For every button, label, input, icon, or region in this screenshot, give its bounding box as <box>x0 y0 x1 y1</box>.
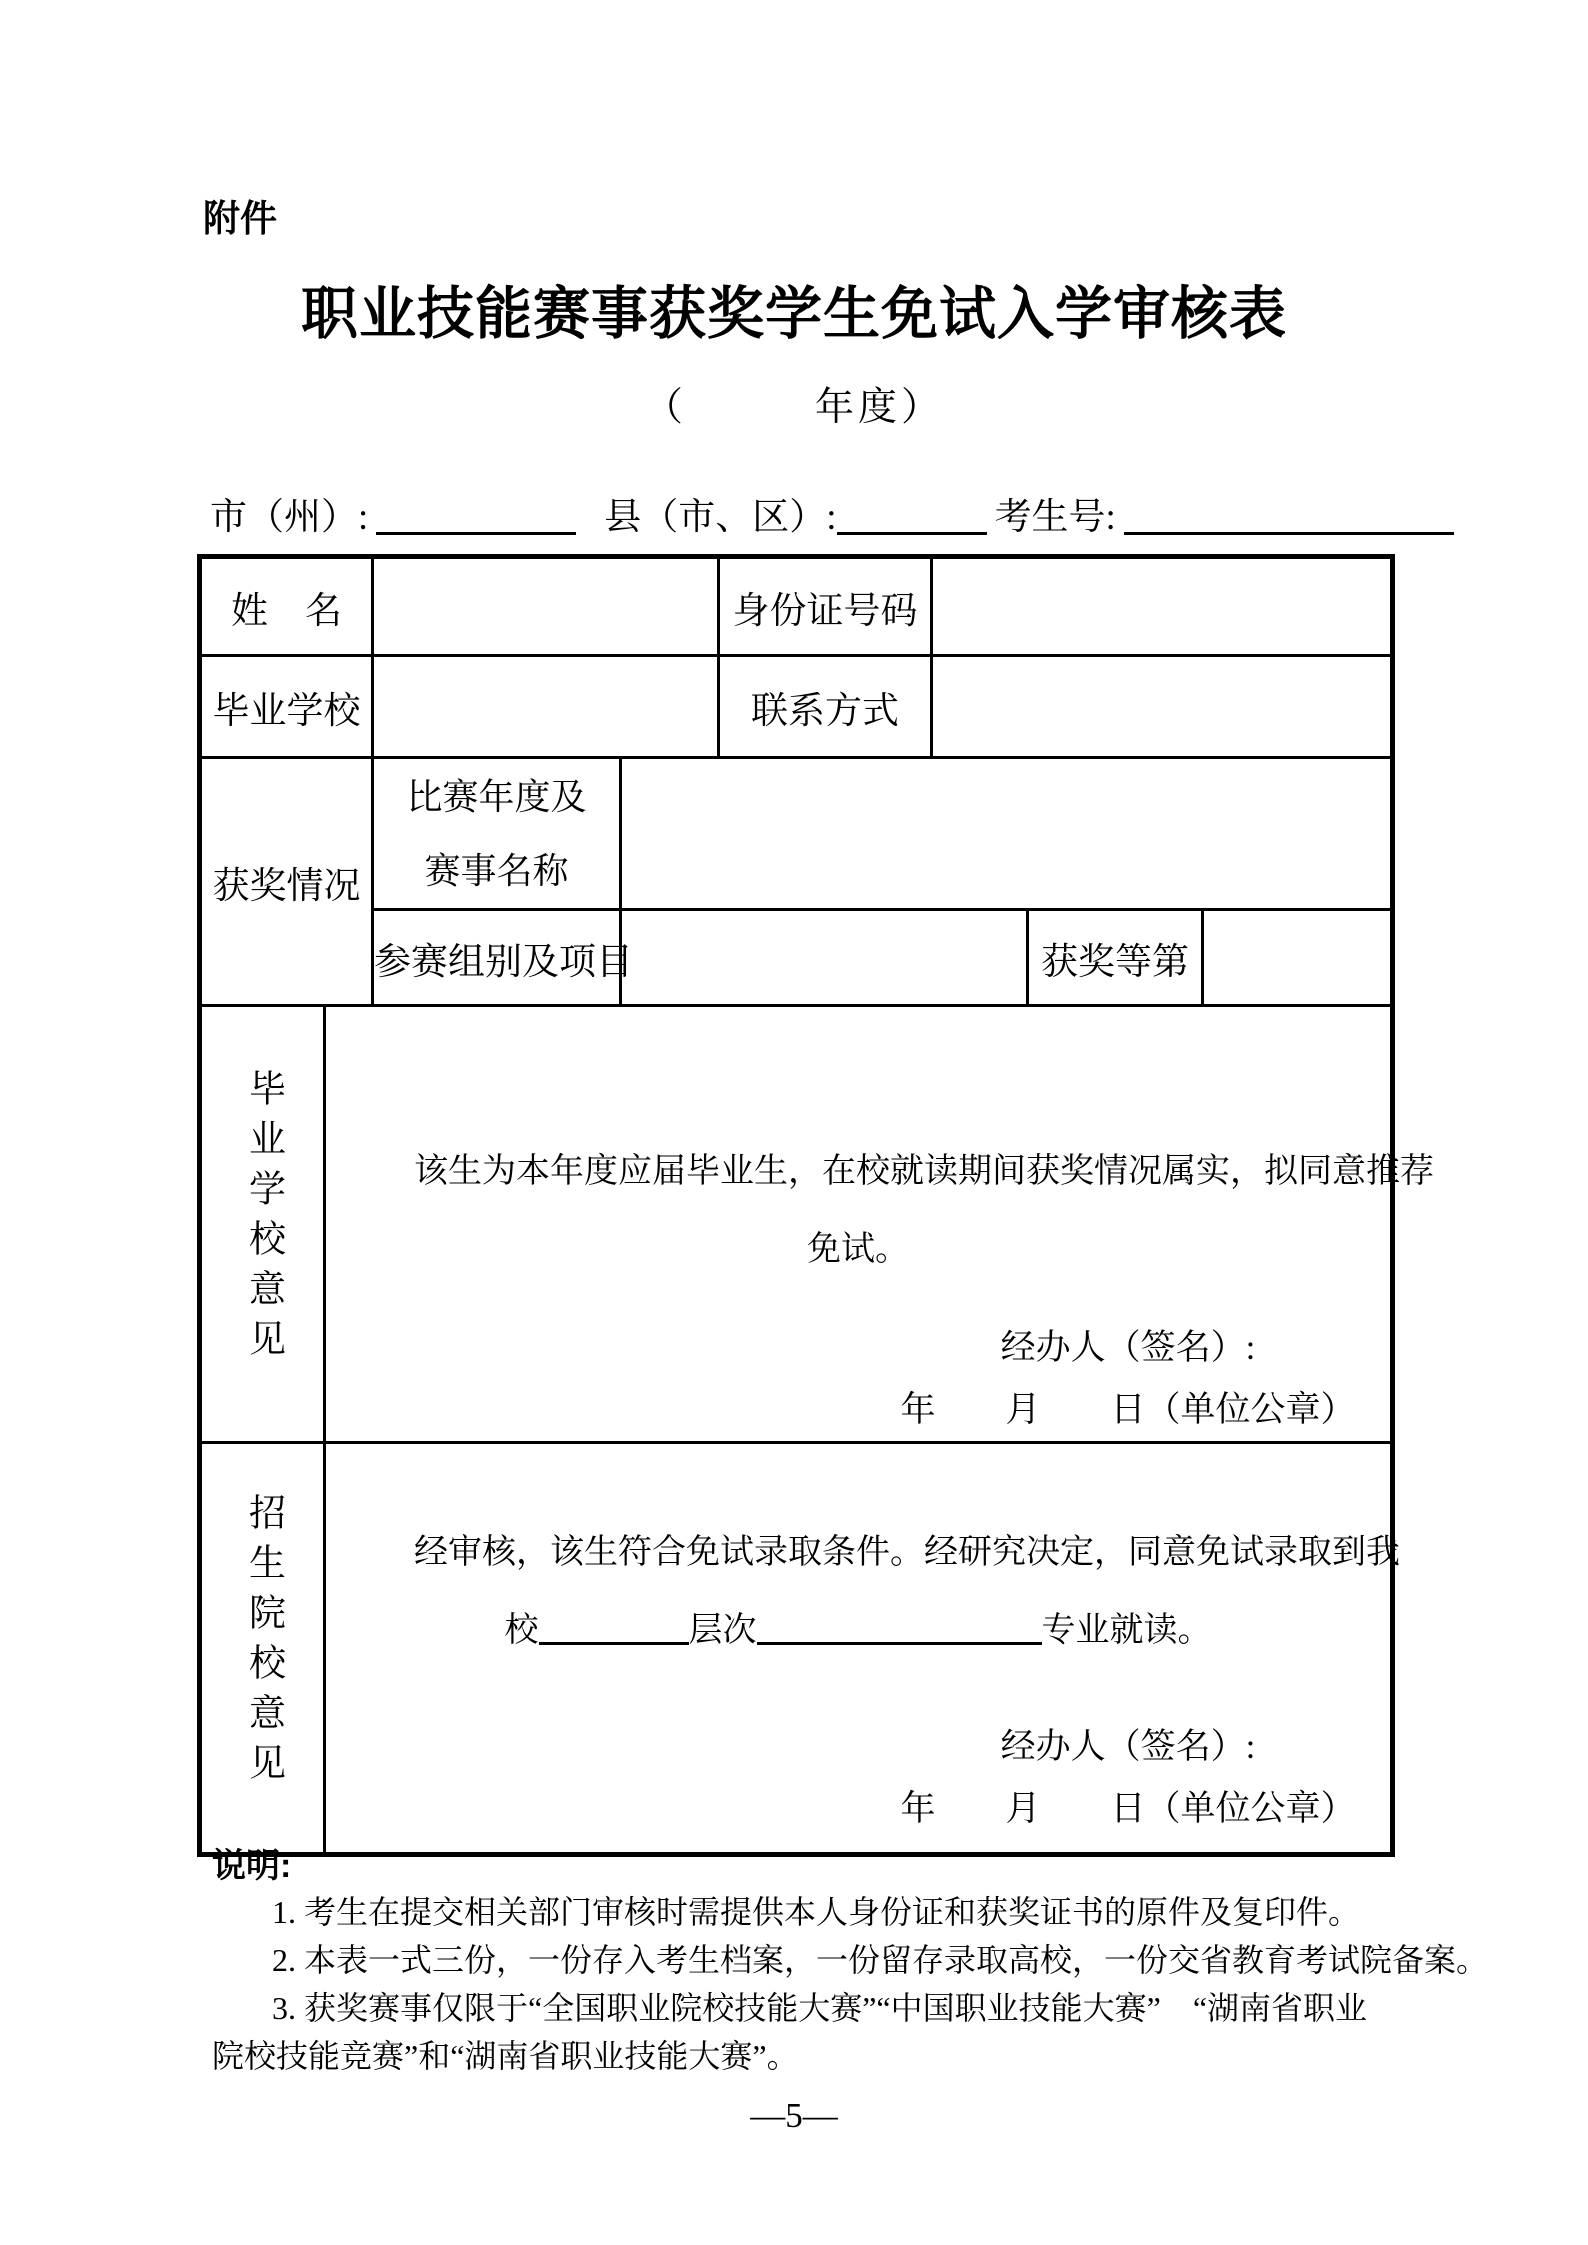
school-value-cell <box>373 656 719 758</box>
date-line: 年 月 日（单位公章） <box>900 1390 1356 1429</box>
note-item-3-line2: 院校技能竞赛”和“湖南省职业技能大赛”。 <box>212 2038 799 2074</box>
college-opinion-label: 招生院校意见 <box>242 1493 284 1793</box>
year-line <box>0 376 1588 432</box>
attachment-label: 附件 <box>203 198 277 239</box>
school-opinion-body-line2: 免试。 <box>807 1231 909 1268</box>
college-opinion-pre: 校 <box>504 1612 539 1649</box>
table-row <box>200 758 1393 910</box>
name-value-cell <box>373 557 719 656</box>
notes-heading: 说明: <box>212 1847 292 1885</box>
school-label-cell: 毕业学校 <box>200 656 373 758</box>
major-underline <box>757 1642 1042 1645</box>
college-opinion-body-line2 <box>346 1592 1370 1670</box>
city-field-label: 市（州）: <box>210 497 369 538</box>
note-item-3-line1: 3. 获奖赛事仅限于“全国职业院校技能大赛”“中国职业技能大赛” “湖南省职业 <box>272 1990 1368 2026</box>
table-row <box>200 656 1393 758</box>
table-row <box>200 1006 1393 1443</box>
id-number-value-cell <box>932 557 1393 656</box>
year-open-paren: （ <box>643 386 687 429</box>
form-table <box>197 554 1434 1857</box>
level-underline <box>539 1642 689 1645</box>
school-opinion-body <box>346 1133 1434 1289</box>
table-row <box>200 910 1393 1006</box>
award-section-label-cell: 获奖情况 <box>200 758 373 1006</box>
school-opinion-label-cell <box>200 1006 325 1443</box>
competition-label-line2: 赛事名称 <box>424 850 569 891</box>
group-item-value-cell <box>621 910 1028 1006</box>
form-title: 职业技能赛事获奖学生免试入学审核表 <box>301 283 1287 346</box>
college-opinion-label-cell <box>200 1443 325 1855</box>
contact-value-cell <box>932 656 1393 758</box>
signer-label: 经办人（签名）: <box>1000 1727 1256 1766</box>
school-opinion-label: 毕业学校意见 <box>242 1069 284 1369</box>
year-label: 年度） <box>815 386 945 429</box>
note-item-2: 2. 本表一式三份，一份存入考生档案，一份留存录取高校，一份交省教育考试院备案。 <box>272 1942 1489 1978</box>
college-opinion-content-cell <box>325 1443 1400 1855</box>
award-grade-label-cell: 获奖等第 <box>1028 910 1203 1006</box>
college-opinion-sign-block <box>866 1716 1390 1840</box>
college-opinion-mid: 层次 <box>688 1612 757 1649</box>
county-field-label: 县（市、区）: <box>604 497 837 538</box>
school-opinion-sign-block <box>866 1317 1390 1441</box>
competition-label-cell <box>373 758 621 910</box>
signer-label: 经办人（签名）: <box>1000 1328 1256 1367</box>
school-opinion-body-line1: 该生为本年度应届毕业生，在校就读期间获奖情况属实，拟同意推荐 <box>414 1153 1434 1190</box>
competition-label-line1: 比赛年度及 <box>406 776 587 817</box>
candidate-no-label: 考生号: <box>994 497 1116 538</box>
contact-label-cell: 联系方式 <box>719 656 932 758</box>
college-opinion-post: 专业就读。 <box>1041 1612 1212 1649</box>
notes-section <box>212 1844 1492 2080</box>
award-grade-value-cell <box>1203 910 1393 1006</box>
college-opinion-body <box>346 1514 1400 1670</box>
info-line <box>210 486 1454 540</box>
id-number-label-cell: 身份证号码 <box>719 557 932 656</box>
page-number: —5— <box>750 2096 838 2135</box>
table-row <box>200 1443 1393 1855</box>
group-item-label-cell: 参赛组别及项目 <box>373 910 621 1006</box>
county-underline <box>837 532 987 535</box>
date-line: 年 月 日（单位公章） <box>900 1789 1356 1828</box>
school-opinion-content-cell <box>325 1006 1434 1443</box>
candidate-no-underline <box>1124 532 1454 535</box>
college-opinion-body-line1: 经审核，该生符合免试录取条件。经研究决定，同意免试录取到我 <box>414 1534 1400 1571</box>
city-underline <box>376 532 576 535</box>
name-label-cell: 姓 名 <box>200 557 373 656</box>
table-row <box>200 557 1393 656</box>
note-item-1: 1. 考生在提交相关部门审核时需提供本人身份证和获奖证书的原件及复印件。 <box>272 1894 1361 1930</box>
competition-value-cell <box>621 758 1393 910</box>
